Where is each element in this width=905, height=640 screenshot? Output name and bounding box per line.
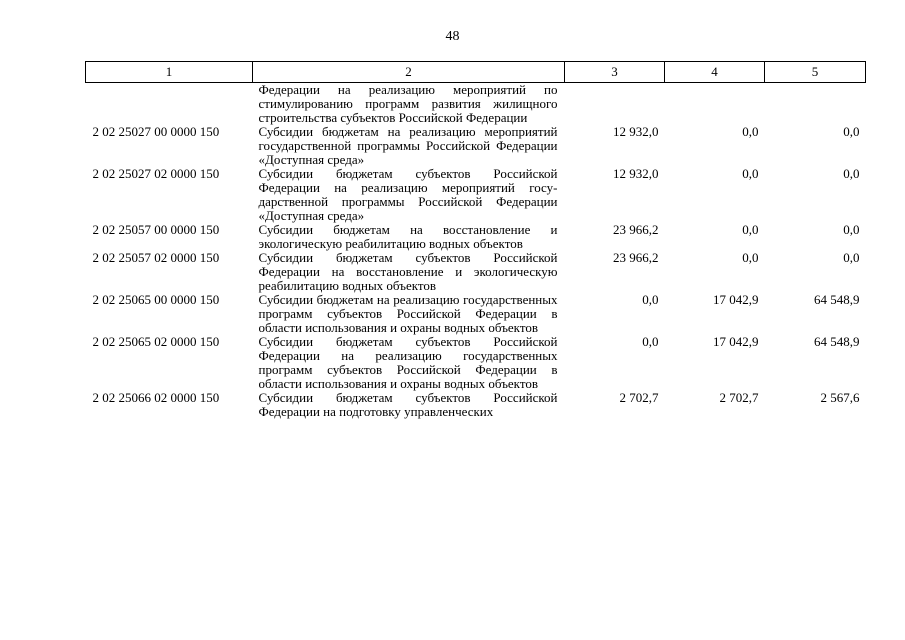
table-header <box>86 62 866 83</box>
table-row <box>86 125 866 167</box>
row-value-4: 0,0 <box>742 124 759 139</box>
row-code: 2 02 25066 02 0000 150 <box>92 390 220 405</box>
row-value-4: 2 702,7 <box>719 390 759 405</box>
table-row <box>86 223 866 251</box>
row-value-3: 0,0 <box>642 292 659 307</box>
row-name: Субсидии бюджетам субъектов Российской Федерации на реализацию мероприятий государственной программы Российской Федерации «Доступная среда» <box>258 166 558 223</box>
row-name: Федерации на реализацию мероприятий по стимулированию программ развития жилищного строительства субъектов Российской Федерации <box>258 82 558 125</box>
row-value-5: 64 548,9 <box>814 292 860 307</box>
row-name: Субсидии бюджетам на реализацию государственных программ субъектов Российской Федерации в области использования и охраны водных объектов <box>258 292 558 335</box>
row-value-4: 0,0 <box>742 222 759 237</box>
table-row <box>86 391 866 419</box>
row-value-5: 0,0 <box>843 222 860 237</box>
row-value-3: 2 702,7 <box>619 390 659 405</box>
row-code: 2 02 25065 02 0000 150 <box>92 334 220 349</box>
page-number: 48 <box>445 29 460 44</box>
row-name: Субсидии бюджетам субъектов Российской Федерации на реализацию государственных программ субъектов Российской Федерации в области использования и охраны водных объектов <box>258 334 558 391</box>
row-value-3: 23 966,2 <box>613 222 659 237</box>
row-name: Субсидии бюджетам субъектов Российской Федерации на подготовку управленческих <box>258 390 558 419</box>
row-value-5: 64 548,9 <box>814 334 860 349</box>
row-value-4 <box>665 83 765 126</box>
row-name: Субсидии бюджетам субъектов Российской Федерации на восстановление и экологическую реабилитацию водных объектов <box>258 250 558 293</box>
table-row <box>86 293 866 335</box>
table-row <box>86 83 866 126</box>
header-col-4: 4 <box>665 62 765 83</box>
table-row <box>86 251 866 293</box>
header-col-2: 2 <box>253 62 565 83</box>
table-row <box>86 335 866 391</box>
table-row <box>86 167 866 223</box>
row-code <box>86 83 253 126</box>
row-value-5: 0,0 <box>843 124 860 139</box>
row-value-4: 17 042,9 <box>713 334 759 349</box>
header-col-5: 5 <box>765 62 866 83</box>
row-value-3: 0,0 <box>642 334 659 349</box>
row-name: Субсидии бюджетам на реализацию мероприятий государственной программы Российской Федерации «Доступная среда» <box>258 124 558 167</box>
row-name: Субсидии бюджетам на восстановление и экологическую реабилитацию водных объектов <box>258 222 558 251</box>
row-value-3: 12 932,0 <box>613 166 659 181</box>
header-col-1: 1 <box>86 62 253 83</box>
row-value-5 <box>765 83 866 126</box>
table-body <box>86 83 866 420</box>
row-value-4: 17 042,9 <box>713 292 759 307</box>
row-value-3 <box>565 83 665 126</box>
header-row <box>86 62 866 83</box>
row-value-5: 2 567,6 <box>820 390 860 405</box>
header-col-3: 3 <box>565 62 665 83</box>
row-code: 2 02 25027 00 0000 150 <box>92 124 220 139</box>
row-code: 2 02 25065 00 0000 150 <box>92 292 220 307</box>
row-code: 2 02 25027 02 0000 150 <box>92 166 220 181</box>
row-value-3: 12 932,0 <box>613 124 659 139</box>
row-code: 2 02 25057 00 0000 150 <box>92 222 220 237</box>
row-value-3: 23 966,2 <box>613 250 659 265</box>
row-value-4: 0,0 <box>742 250 759 265</box>
budget-table <box>85 61 866 419</box>
row-code: 2 02 25057 02 0000 150 <box>92 250 220 265</box>
row-value-5: 0,0 <box>843 250 860 265</box>
row-value-4: 0,0 <box>742 166 759 181</box>
row-value-5: 0,0 <box>843 166 860 181</box>
